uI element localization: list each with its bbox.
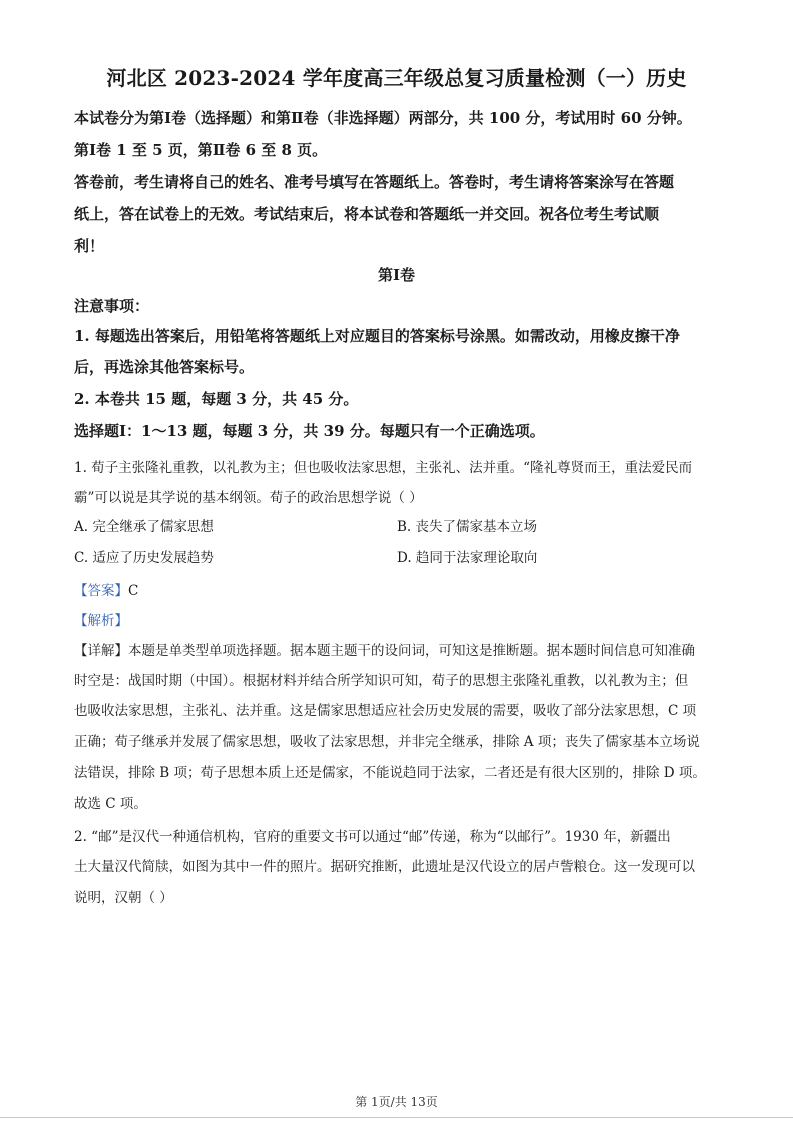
q1-stem-line-2: 霸”可以说是其学说的基本纲领。荀子的政治思想学说（ ） <box>74 490 423 506</box>
intro-line-3: 答卷前，考生请将自己的姓名、准考号填写在答题纸上。答卷时，考生请将答案涂写在答题 <box>74 173 675 191</box>
notice-line-4: 选择题Ⅰ：1～13 题，每题 3 分，共 39 分。每题只有一个正确选项。 <box>74 422 545 440</box>
q1-option-a: A. 完全继承了儒家思想 <box>74 519 214 535</box>
q1-option-b: B. 丧失了儒家基本立场 <box>397 519 538 535</box>
intro-line-5: 利！ <box>74 237 105 255</box>
q1-detail-line-5: 法错误，排除 B 项；荀子思想本质上还是儒家，不能说趋同于法家，二者还是有很大区别的，排除 D 项。 <box>74 765 706 781</box>
page-footer: 第 1页/共 13页 <box>355 1095 438 1109</box>
intro-line-2: 第Ⅰ卷 1 至 5 页，第Ⅱ卷 6 至 8 页。 <box>74 141 328 159</box>
q1-detail-line-2: 时空是：战国时期（中国）。根据材料并结合所学知识可知，荀子的思想主张隆礼重教，以礼教为主；但 <box>74 673 689 689</box>
q1-option-c: C. 适应了历史发展趋势 <box>74 550 214 566</box>
section-title: 第Ⅰ卷 <box>377 266 416 284</box>
detail-text-1: 本题是单类型单项选择题。据本题主题干的设问词，可知这是推断题。据本题时间信息可知准确 <box>128 643 695 659</box>
notice-line-1: 1. 每题选出答案后，用铅笔将答题纸上对应题目的答案标号涂黑。如需改动，用橡皮擦干净 <box>74 327 680 345</box>
q1-detail-line-4: 正确；荀子继承并发展了儒家思想，吸收了法家思想，并非完全继承，排除 A 项；丧失了儒家基本立场说 <box>74 734 700 750</box>
q1-option-d: D. 趋同于法家理论取向 <box>397 550 538 566</box>
q1-answer <box>74 579 138 599</box>
q2-stem-line-3: 说明，汉朝（ ） <box>74 890 173 906</box>
detail-tag: 【详解】 <box>74 643 128 659</box>
q2-stem-line-2: 土大量汉代简牍，如图为其中一件的照片。据研究推断，此遗址是汉代设立的居卢訾粮仓。这一发现可以 <box>74 859 695 875</box>
q1-stem-line-1: 1. 荀子主张隆礼重教，以礼教为主；但也吸收法家思想，主张礼、法并重。“隆礼尊贤而王，重法爱民而 <box>74 460 693 476</box>
analysis-tag: 【解析】 <box>74 613 128 629</box>
q1-analysis-heading <box>74 609 128 629</box>
notice-line-2: 后，再选涂其他答案标号。 <box>74 358 255 376</box>
q1-detail-line-1 <box>74 639 695 659</box>
notice-title: 注意事项： <box>74 297 150 315</box>
answer-value: C <box>128 583 139 599</box>
q2-stem-line-1: 2. “邮”是汉代一种通信机构，官府的重要文书可以通过“邮”传递，称为“以邮行”。1930 年，新疆出 <box>74 829 671 845</box>
q1-detail-line-3: 也吸收法家思想，主张礼、法并重。这是儒家思想适应社会历史发展的需要，吸收了部分法家思想，C 项 <box>74 703 697 719</box>
notice-line-3: 2. 本卷共 15 题，每题 3 分，共 45 分。 <box>74 390 359 408</box>
page-title: 河北区 2023-2024 学年度高三年级总复习质量检测（一）历史 <box>106 66 687 90</box>
answer-tag: 【答案】 <box>74 583 128 599</box>
q1-detail-line-6: 故选 C 项。 <box>74 796 147 812</box>
intro-line-1: 本试卷分为第Ⅰ卷（选择题）和第Ⅱ卷（非选择题）两部分，共 100 分，考试用时 60 分钟。 <box>74 109 692 127</box>
intro-line-4: 纸上，答在试卷上的无效。考试结束后，将本试卷和答题纸一并交回。祝各位考生考试顺 <box>74 205 660 223</box>
footer-divider <box>0 1117 793 1118</box>
